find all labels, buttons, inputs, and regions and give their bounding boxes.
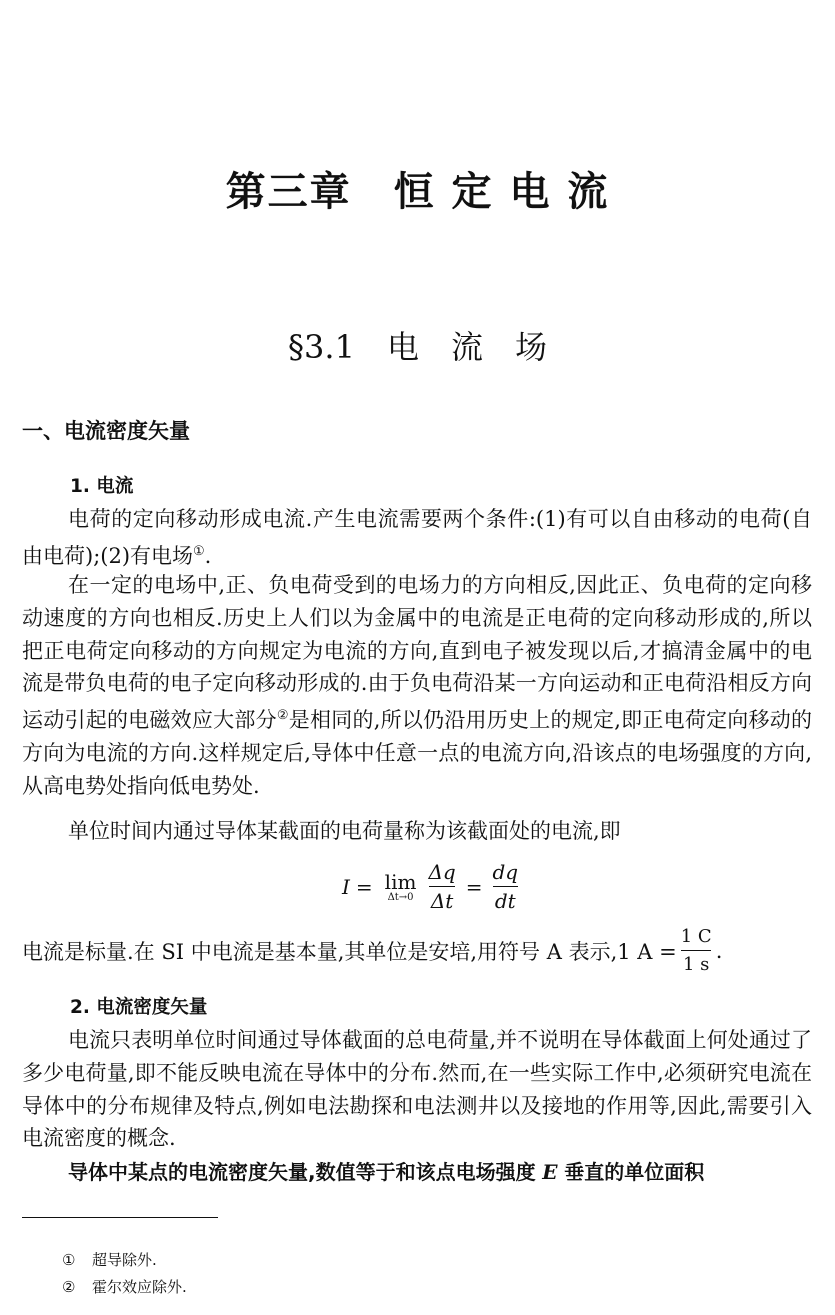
chapter-title: 第三章 恒 定 电 流 [225,169,610,215]
fraction-delta [426,860,457,913]
paragraph-text: 电荷的定向移动形成电流.产生电流需要两个条件:(1)有可以自由移动的电荷(自由电荷);(2)有电场 [22,507,812,568]
footnote-1 [62,1249,157,1270]
paragraph-text-cont: 是相同的,所以仍沿用历史上的规定,即正电荷定向移动的方向为电流的方向.这样规定后,导体中任意一点的电流方向,沿该点的电场强度的方向,从高电势处指向低电势处. [22,708,813,798]
subheading-current-density-vector: 2. 电流密度矢量 [70,997,208,1018]
footnote-divider [22,1217,218,1218]
footnote-ref-1: ① [193,543,205,559]
paragraph-density-definition [22,1156,812,1189]
formula-equals-2: = [465,874,483,899]
paragraph-current-formula-intro [22,815,812,848]
paragraph-unit-ampere [22,926,722,975]
unit-text: 电流是标量.在 SI 中电流是基本量,其单位是安培,用符号 A 表示,1 A = [22,939,677,964]
footnote-text: 超导除外. [92,1251,157,1269]
fraction-derivative [490,860,520,913]
paragraph-text: 电流只表明单位时间通过导体截面的总电荷量,并不说明在导体截面上何处通过了多少电荷量,即不能反映电流在导体中的分布.然而,在一些实际工作中,必须研究电流在导体中的分布规律及特点,例如电法勘探和电法测井以及接地的作用等,因此,需要引入电流密度的概念. [22,1028,812,1151]
bold-text-cont: 垂直的单位面积 [564,1160,705,1184]
paragraph-text: 在一定的电场中,正、负电荷受到的电场力的方向相反,因此正、负电荷的定向移动速度的方向也相反.历史上人们以为金属中的电流是正电荷的定向移动形成的,所以把正电荷定向移动的方向规定为电流的方向,直到电子被发现以后,才搞清金属中的电流是带负电荷的电子定向移动形成的.由于负电荷沿某一方向运动和正电荷沿相反方向运动引起的电磁效应大部分 [22,573,812,733]
footnote-ref-2: ② [276,708,289,724]
formula-equals: = [355,874,373,899]
footnote-mark: ① [62,1251,76,1269]
fraction-denominator: Δt [429,886,455,913]
fraction-denominator: dt [493,886,518,913]
fraction-numerator: Δq [428,860,456,884]
paragraph-end: . [204,543,212,568]
fraction-numerator: dq [492,860,519,884]
unit-denominator: 1 s [681,950,711,975]
formula-limit [385,870,417,903]
section-title: §3.1 电 流 场 [288,328,547,366]
vector-E: E [542,1160,558,1184]
footnote-2 [62,1276,187,1297]
paragraph-current-direction [22,569,812,803]
heading-current-density: 一、电流密度矢量 [22,419,190,443]
limit-subscript: Δt→0 [387,892,414,903]
paragraph-text: 单位时间内通过导体某截面的电荷量称为该截面处的电流,即 [68,819,621,843]
unit-end: . [715,938,723,963]
unit-fraction [679,926,714,975]
subheading-current: 1. 电流 [70,476,134,497]
bold-text: 导体中某点的电流密度矢量,数值等于和该点电场强度 [68,1160,536,1184]
footnote-mark: ② [62,1278,76,1296]
footnote-text: 霍尔效应除外. [92,1278,187,1296]
formula-lhs: I [342,874,350,899]
limit-text: lim [384,870,417,894]
unit-numerator: 1 C [680,926,712,947]
paragraph-current-definition [22,503,812,573]
paragraph-current-distribution [22,1024,812,1155]
current-formula [342,860,524,913]
